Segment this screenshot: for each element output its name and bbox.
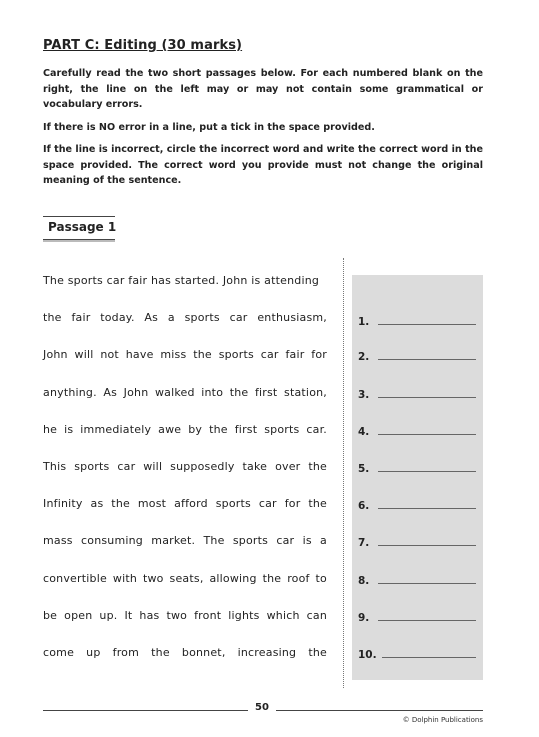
- passage-line: John will not have miss the sports car fair for: [43, 348, 327, 362]
- passage-line: mass consuming market. The sports car is a: [43, 534, 327, 548]
- passage-line: the fair today. As a sports car enthusiasm,: [43, 311, 327, 325]
- answer-number: 2.: [358, 351, 370, 363]
- answer-blank[interactable]: [378, 544, 476, 546]
- answer-row-9[interactable]: [358, 608, 476, 624]
- answer-blank[interactable]: [378, 470, 476, 472]
- passage-text: [43, 273, 327, 682]
- passage-line: The sports car fair has started. John is attending: [43, 274, 320, 287]
- page-number: 50: [255, 702, 269, 713]
- passage-line: be open up. It has two front lights which can: [43, 608, 327, 622]
- answer-blank[interactable]: [378, 433, 476, 435]
- answer-row-1[interactable]: [358, 312, 476, 328]
- answer-panel: [352, 275, 483, 680]
- answer-number: 3.: [358, 389, 370, 401]
- answer-blank[interactable]: [378, 507, 476, 509]
- answer-number: 7.: [358, 537, 370, 549]
- passage-line: come up from the bonnet, increasing the: [43, 645, 327, 659]
- answer-row-6[interactable]: [358, 496, 476, 512]
- answer-number: 4.: [358, 426, 370, 438]
- answer-blank[interactable]: [378, 582, 476, 584]
- answer-number: 8.: [358, 575, 370, 587]
- footer-rule-right: [276, 710, 483, 711]
- answer-blank[interactable]: [378, 396, 476, 398]
- answer-row-5[interactable]: [358, 459, 476, 475]
- instruction-2: If there is NO error in a line, put a tick in the space provided.: [43, 122, 375, 133]
- answer-number: 5.: [358, 463, 370, 475]
- column-divider: [343, 258, 344, 688]
- answer-number: 6.: [358, 500, 370, 512]
- answer-row-2[interactable]: [358, 347, 476, 363]
- instruction-3: If the line is incorrect, circle the incorrect word and write the correct word in the space provided. The correct word you provide must not change the original meaning of the sentence.: [43, 144, 483, 186]
- passage-line: anything. As John walked into the first station,: [43, 385, 327, 399]
- passage-line: convertible with two seats, allowing the roof to: [43, 571, 327, 585]
- passage-line: he is immediately awe by the first sports car.: [43, 422, 327, 436]
- part-title: PART C: Editing (30 marks): [43, 38, 243, 53]
- answer-row-8[interactable]: [358, 571, 476, 587]
- passage-line: Infinity as the most afford sports car for the: [43, 497, 327, 511]
- answer-blank[interactable]: [382, 656, 476, 658]
- answer-number: 9.: [358, 612, 370, 624]
- footer-rule-left: [43, 710, 248, 711]
- answer-number: 1.: [358, 316, 370, 328]
- answer-row-10[interactable]: [358, 645, 476, 661]
- answer-blank[interactable]: [378, 323, 476, 325]
- answer-row-3[interactable]: [358, 385, 476, 401]
- answer-blank[interactable]: [378, 358, 476, 360]
- answer-row-7[interactable]: [358, 533, 476, 549]
- answer-blank[interactable]: [378, 619, 476, 621]
- answer-number: 10.: [358, 649, 377, 661]
- instruction-1: Carefully read the two short passages below. For each numbered blank on the right, the line on the left may or may not contain some grammatical or vocabulary errors.: [43, 68, 483, 110]
- copyright-text: © Dolphin Publications: [402, 716, 483, 724]
- passage-line: This sports car will supposedly take over the: [43, 459, 327, 473]
- passage-label: Passage 1: [48, 220, 117, 234]
- answer-row-4[interactable]: [358, 422, 476, 438]
